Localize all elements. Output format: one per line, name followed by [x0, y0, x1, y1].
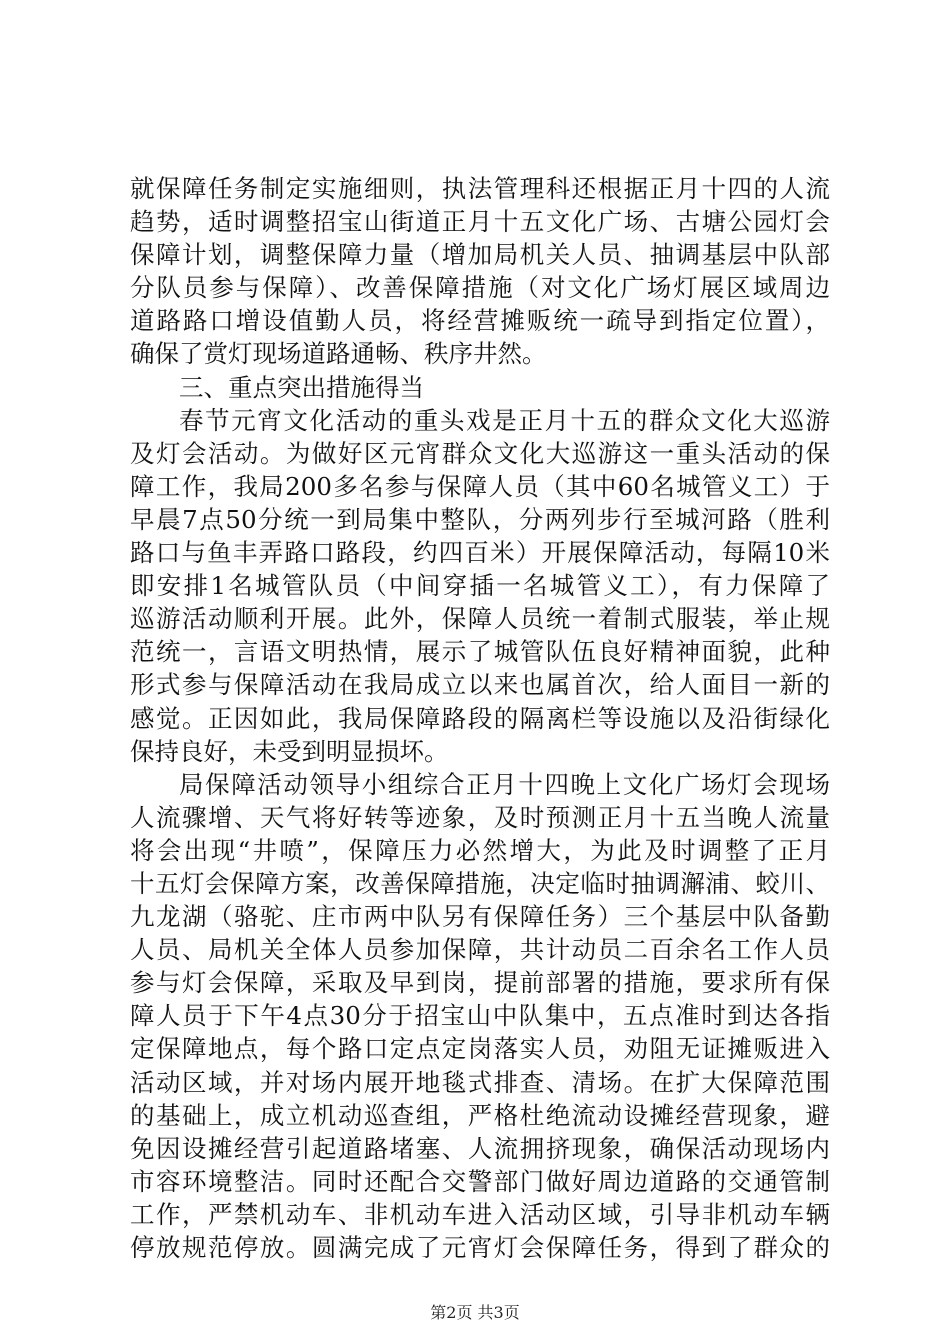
- text-line: 障人员于下午4点30分于招宝山中队集中，五点准时到达各指: [130, 1001, 830, 1031]
- text-line: 定保障地点，每个路口定点定岗落实人员，劝阻无证摊贩进入: [130, 1034, 830, 1064]
- text-line: 免因设摊经营引起道路堵塞、人流拥挤现象，确保活动现场内: [130, 1133, 830, 1163]
- text-line: 确保了赏灯现场道路通畅、秩序井然。: [130, 339, 547, 369]
- text-line: 早晨7点50分统一到局集中整队，分两列步行至城河路（胜利: [130, 504, 830, 534]
- text-line: 活动区域，并对场内展开地毯式排查、清场。在扩大保障范围: [130, 1067, 830, 1097]
- text-line: 路口与鱼丰弄路口路段，约四百米）开展保障活动，每隔10米: [130, 538, 830, 568]
- text-line: 障工作，我局200多名参与保障人员（其中60名城管义工）于: [130, 471, 830, 501]
- text-line: 人流骤增、天气将好转等迹象，及时预测正月十五当晚人流量: [130, 802, 830, 832]
- text-line: 巡游活动顺利开展。此外，保障人员统一着制式服装，举止规: [130, 604, 830, 634]
- text-line: 形式参与保障活动在我局成立以来也属首次，给人面目一新的: [130, 670, 830, 700]
- text-line: 保持良好，未受到明显损坏。: [130, 736, 449, 766]
- text-line: 感觉。正因如此，我局保障路段的隔离栏等设施以及沿街绿化: [130, 703, 830, 733]
- text-line: 就保障任务制定实施细则，执法管理科还根据正月十四的人流: [130, 174, 830, 203]
- section-heading: 三、重点突出措施得当: [179, 372, 424, 402]
- text-line: 即安排1名城管队员（中间穿插一名城管义工），有力保障了: [130, 571, 830, 601]
- page-number-footer: 第2页 共3页: [430, 1303, 520, 1322]
- text-line: 范统一，言语文明热情，展示了城管队伍良好精神面貌，此种: [130, 637, 830, 667]
- text-line: 将会出现“井喷”，保障压力必然增大，为此及时调整了正月: [130, 835, 830, 865]
- text-line: 停放规范停放。圆满完成了元宵灯会保障任务，得到了群众的: [130, 1233, 830, 1262]
- text-line: 工作，严禁机动车、非机动车进入活动区域，引导非机动车辆: [130, 1199, 830, 1229]
- text-line: 分队员参与保障）、改善保障措施（对文化广场灯展区域周边: [130, 273, 830, 303]
- text-line: 趋势，适时调整招宝山街道正月十五文化广场、古塘公园灯会: [130, 207, 830, 237]
- text-line: 九龙湖（骆驼、庄市两中队另有保障任务）三个基层中队备勤: [130, 902, 830, 932]
- text-line: 参与灯会保障，采取及早到岗，提前部署的措施，要求所有保: [130, 968, 830, 998]
- paragraph-first-line: 局保障活动领导小组综合正月十四晚上文化广场灯会现场: [179, 769, 830, 799]
- text-line: 及灯会活动。为做好区元宵群众文化大巡游这一重头活动的保: [130, 438, 830, 468]
- document-body: [130, 172, 830, 1264]
- text-line: 的基础上，成立机动巡查组，严格杜绝流动设摊经营现象，避: [130, 1100, 830, 1130]
- text-line: 十五灯会保障方案，改善保障措施，决定临时抽调澥浦、蛟川、: [130, 868, 830, 898]
- paragraph-first-line: 春节元宵文化活动的重头戏是正月十五的群众文化大巡游: [179, 405, 830, 435]
- text-line: 人员、局机关全体人员参加保障，共计动员二百余名工作人员: [130, 935, 830, 965]
- text-line: 市容环境整洁。同时还配合交警部门做好周边道路的交通管制: [130, 1166, 830, 1196]
- text-line: 保障计划，调整保障力量（增加局机关人员、抽调基层中队部: [130, 240, 830, 270]
- text-line: 道路路口增设值勤人员，将经营摊贩统一疏导到指定位置），: [130, 306, 830, 336]
